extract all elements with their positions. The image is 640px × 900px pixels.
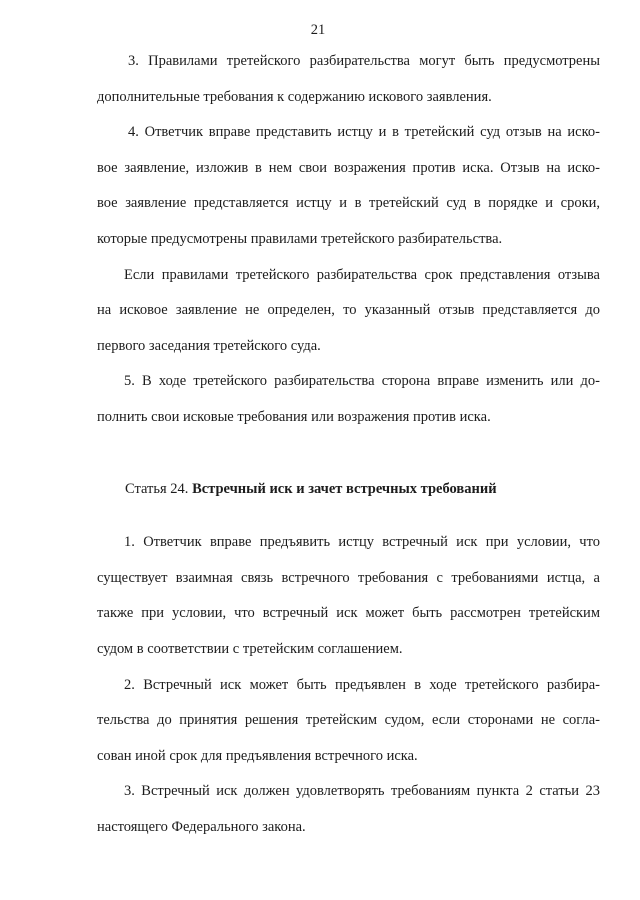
paragraph-line: вое заявление, изложив в нем свои возражения против иска. Отзыв на иско- bbox=[97, 159, 600, 176]
article-24 bbox=[97, 472, 600, 846]
paragraph-line: также при условии, что встречный иск может быть рассмотрен третейским bbox=[97, 605, 600, 622]
clause-4-paragraph bbox=[97, 115, 600, 257]
paragraph-line: 1. Ответчик вправе предъявить истцу встречный иск при условии, что bbox=[124, 534, 600, 551]
paragraph-line: 4. Ответчик вправе представить истцу и в третейский суд отзыв на иско- bbox=[128, 124, 600, 141]
paragraph-line: существует взаимная связь встречного требования с требованиями истца, а bbox=[97, 569, 600, 586]
clause-4-continuation-paragraph bbox=[97, 258, 600, 365]
paragraph-line: 5. В ходе третейского разбирательства сторона вправе изменить или до- bbox=[124, 373, 600, 390]
paragraph-line: сован иной срок для предъявления встречного иска. bbox=[97, 747, 418, 764]
article-23-continuation bbox=[97, 44, 600, 436]
article-number: Статья 24. bbox=[125, 481, 189, 497]
paragraph-line: полнить свои исковые требования или возражения против иска. bbox=[97, 408, 491, 425]
paragraph-line: 2. Встречный иск может быть предъявлен в ходе третейского разбира- bbox=[124, 676, 600, 693]
paragraph-line: 3. Правилами третейского разбирательства могут быть предусмотрены bbox=[128, 53, 600, 69]
clause-2-paragraph bbox=[97, 668, 600, 775]
paragraph-line: настоящего Федерального закона. bbox=[97, 818, 306, 835]
clause-3-paragraph bbox=[97, 44, 600, 115]
article-title: Встречный иск и зачет встречных требований bbox=[192, 481, 497, 497]
paragraph-line: вое заявление представляется истцу и в третейский суд в порядке и сроки, bbox=[97, 195, 600, 212]
paragraph-line: судом в соответствии с третейским соглашением. bbox=[97, 640, 403, 657]
paragraph-line: на исковое заявление не определен, то указанный отзыв представляется до bbox=[97, 302, 600, 319]
paragraph-line: Если правилами третейского разбирательства срок представления отзыва bbox=[124, 266, 600, 283]
paragraph-line: тельства до принятия решения третейским судом, если сторонами не согла- bbox=[97, 712, 600, 729]
clause-3-paragraph bbox=[97, 774, 600, 845]
paragraph-line: первого заседания третейского суда. bbox=[97, 337, 321, 354]
paragraph-line: 3. Встречный иск должен удовлетворять требованиям пункта 2 статьи 23 bbox=[124, 783, 600, 800]
page-number: 21 bbox=[310, 22, 326, 38]
paragraph-line: которые предусмотрены правилами третейского разбирательства. bbox=[97, 230, 503, 247]
paragraph-line: дополнительные требования к содержанию искового заявления. bbox=[97, 88, 492, 105]
clause-1-paragraph bbox=[97, 525, 600, 667]
clause-5-paragraph bbox=[97, 364, 600, 435]
article-heading bbox=[97, 472, 600, 508]
